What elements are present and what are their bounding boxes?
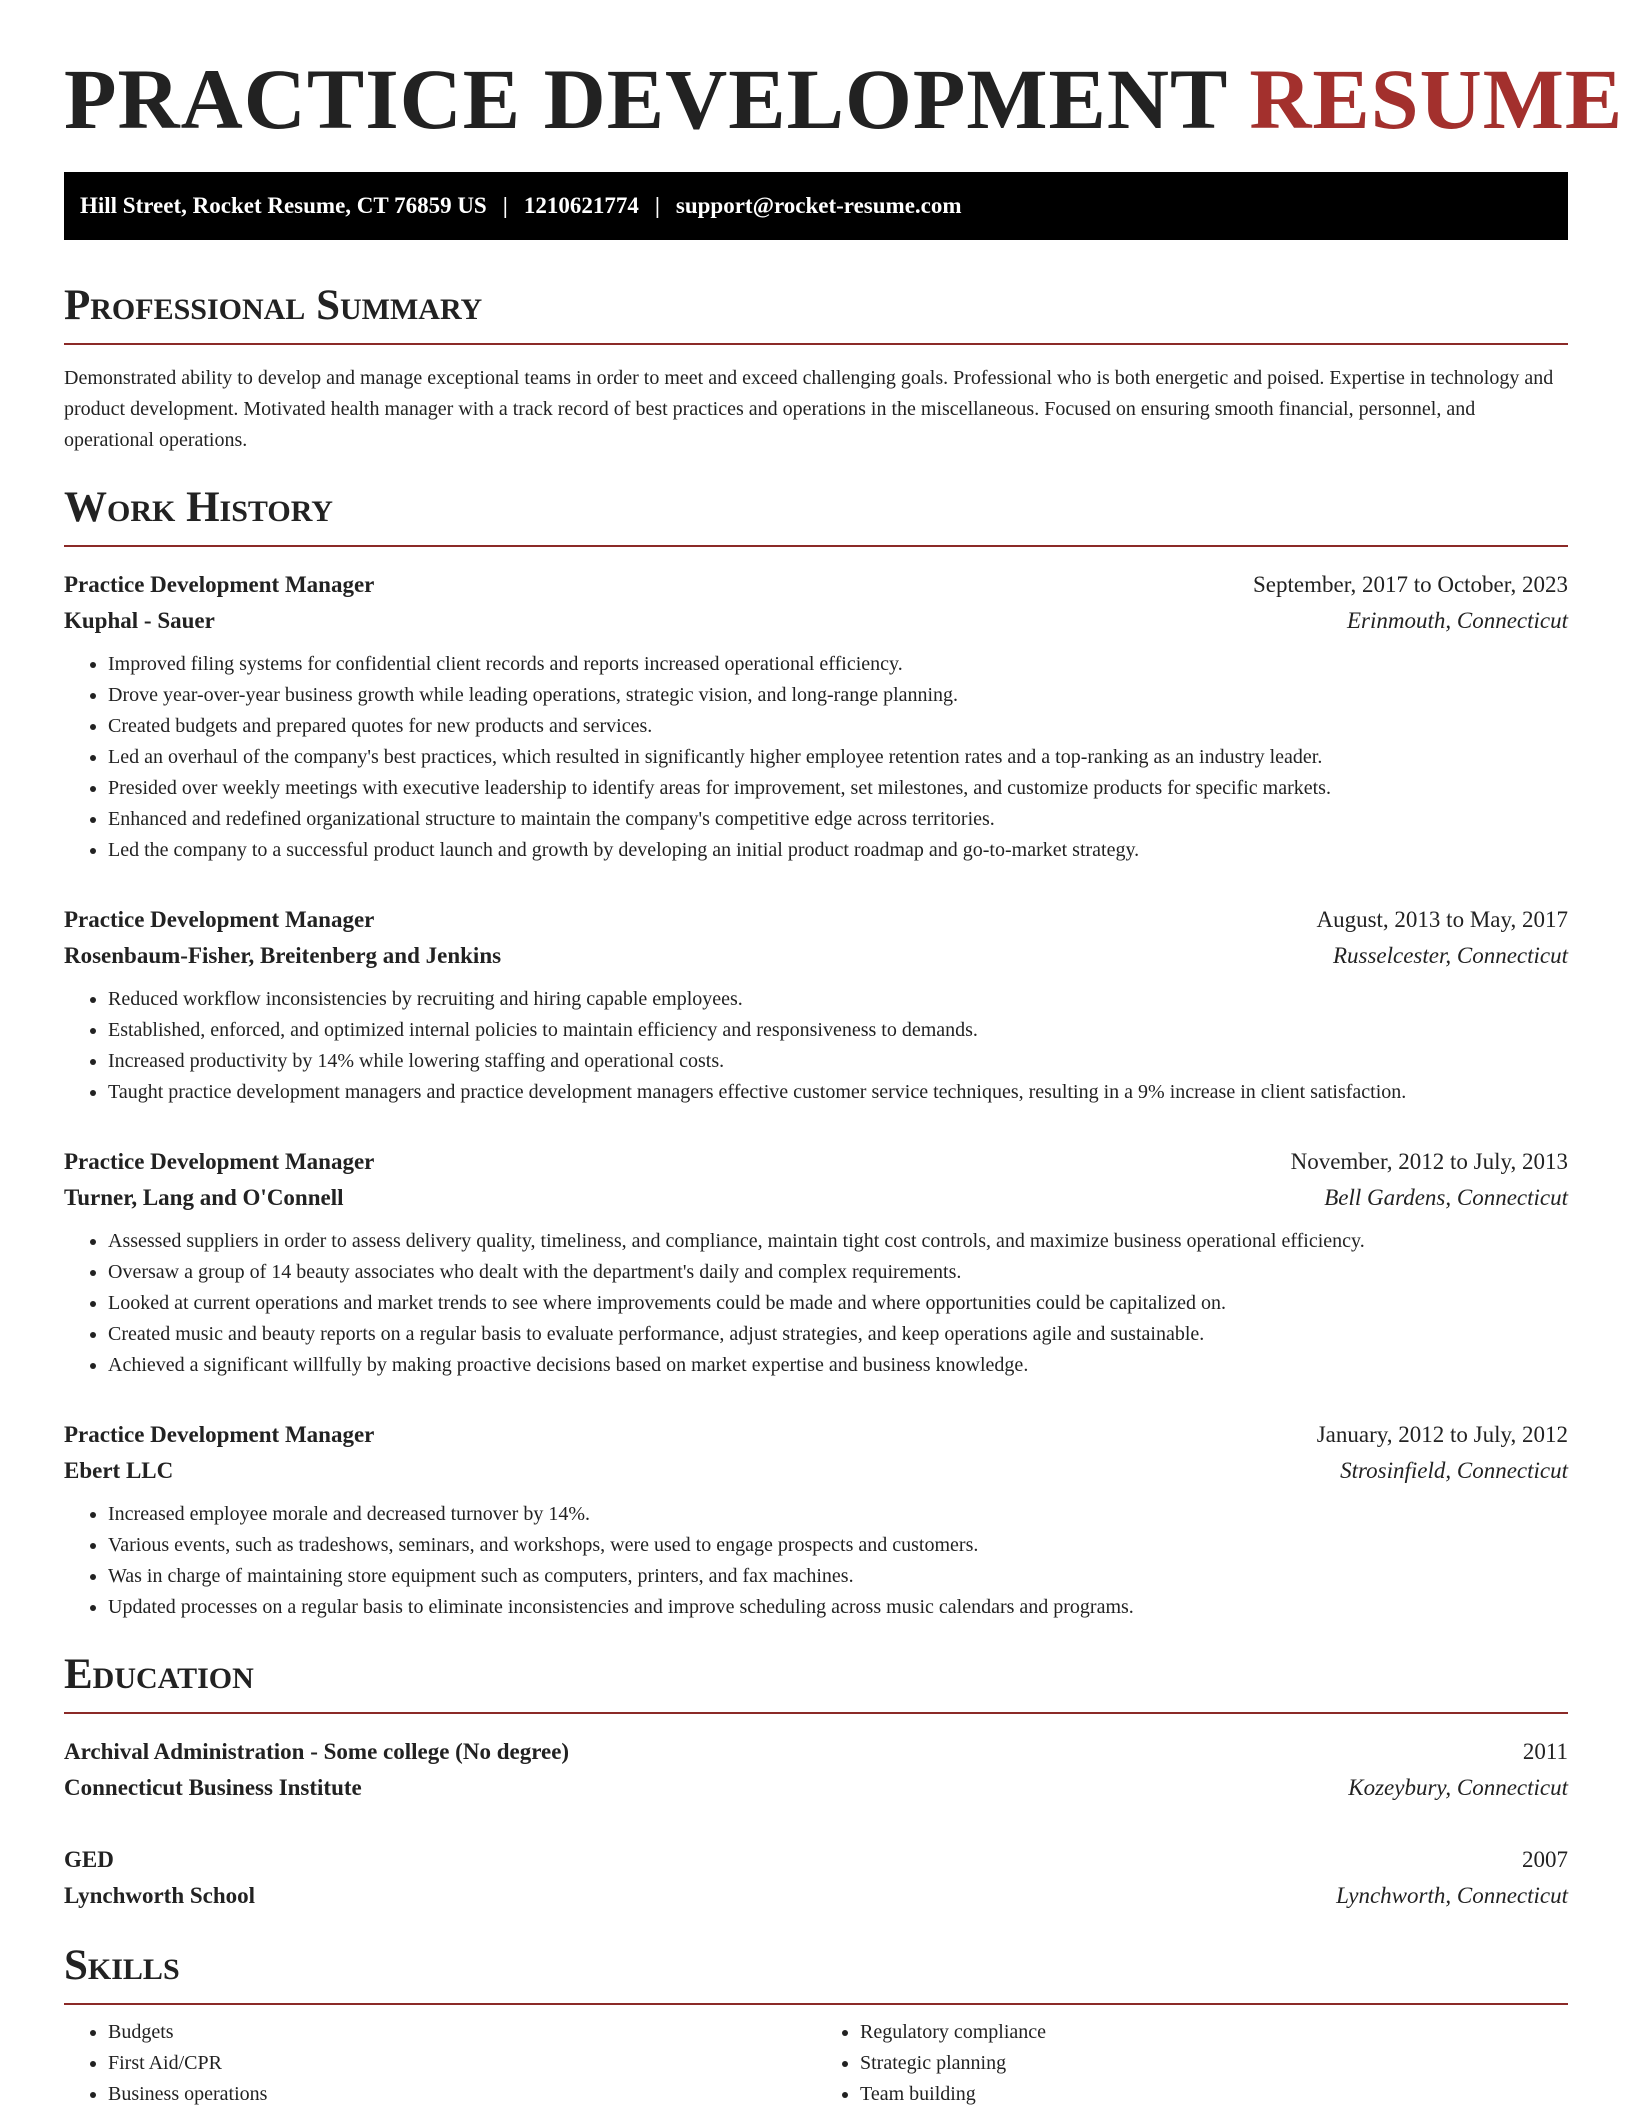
job-company: Turner, Lang and O'Connell bbox=[64, 1185, 344, 1210]
job-bullet: • Improved filing systems for confidential client records and reports increased operational efficiency. bbox=[108, 649, 1568, 680]
job-bullet: • Was in charge of maintaining store equipment such as computers, printers, and fax machines. bbox=[108, 1561, 1568, 1592]
job-entry bbox=[64, 902, 1568, 1108]
skill-item: • Team building bbox=[860, 2079, 1568, 2110]
skill-item: • Budgets bbox=[108, 2017, 816, 2048]
job-bullet: • Updated processes on a regular basis to eliminate inconsistencies and improve scheduling across music calendars and programs. bbox=[108, 1592, 1568, 1623]
job-header-row bbox=[64, 1417, 1568, 1453]
job-bullet: • Enhanced and redefined organizational structure to maintain the company's competitive edge across territories. bbox=[108, 804, 1568, 835]
job-title: Practice Development Manager bbox=[64, 907, 375, 932]
job-bullet: • Reduced workflow inconsistencies by recruiting and hiring capable employees. bbox=[108, 984, 1568, 1015]
skills-list bbox=[64, 2017, 1568, 2110]
education-degree: Archival Administration - Some college (No degree) bbox=[64, 1739, 570, 1764]
contact-separator: | bbox=[654, 193, 660, 218]
job-company: Kuphal - Sauer bbox=[64, 608, 215, 633]
job-company: Rosenbaum-Fisher, Breitenberg and Jenkins bbox=[64, 943, 502, 968]
job-title: Practice Development Manager bbox=[64, 1149, 375, 1174]
job-entry bbox=[64, 1144, 1568, 1381]
summary-heading: Professional Summary bbox=[64, 284, 1568, 345]
job-bullets bbox=[64, 1499, 1568, 1623]
job-bullet: • Increased productivity by 14% while lowering staffing and operational costs. bbox=[108, 1046, 1568, 1077]
job-bullet: • Created budgets and prepared quotes for new products and services. bbox=[108, 711, 1568, 742]
job-company-row bbox=[64, 1180, 1568, 1216]
job-entry bbox=[64, 1417, 1568, 1623]
job-bullet: • Led the company to a successful product launch and growth by developing an initial product roadmap and go-to-market strategy. bbox=[108, 835, 1568, 866]
contact-address: Hill Street, Rocket Resume, CT 76859 US bbox=[80, 193, 487, 218]
job-title: Practice Development Manager bbox=[64, 572, 375, 597]
skill-item: • Regulatory compliance bbox=[860, 2017, 1568, 2048]
education-year: 2011 bbox=[1522, 1739, 1568, 1764]
job-header-row bbox=[64, 902, 1568, 938]
education-location: Lynchworth, Connecticut bbox=[1336, 1883, 1568, 1908]
job-company-row bbox=[64, 1453, 1568, 1489]
title-accent: RESUME bbox=[1249, 51, 1624, 147]
job-entry bbox=[64, 567, 1568, 866]
job-company: Ebert LLC bbox=[64, 1458, 174, 1483]
education-degree: GED bbox=[64, 1847, 114, 1872]
job-dates: September, 2017 to October, 2023 bbox=[1253, 572, 1568, 597]
job-dates: November, 2012 to July, 2013 bbox=[1290, 1149, 1568, 1174]
education-school-row bbox=[64, 1878, 1568, 1914]
work-history-heading: Work History bbox=[64, 486, 1568, 547]
job-company-row bbox=[64, 603, 1568, 639]
contact-bar bbox=[64, 172, 1568, 240]
skills-column-right bbox=[816, 2017, 1568, 2110]
resume-title bbox=[64, 0, 1624, 147]
job-bullet: • Established, enforced, and optimized internal policies to maintain efficiency and responsiveness to demands. bbox=[108, 1015, 1568, 1046]
education-heading: Education bbox=[64, 1653, 1568, 1714]
education-entry bbox=[64, 1842, 1568, 1914]
education-list bbox=[64, 1734, 1568, 1914]
education-entry bbox=[64, 1734, 1568, 1806]
job-bullet: • Assessed suppliers in order to assess delivery quality, timeliness, and compliance, maintain tight cost controls, and maximize business operational efficiency. bbox=[108, 1226, 1568, 1257]
education-degree-row bbox=[64, 1734, 1568, 1770]
job-company-row bbox=[64, 938, 1568, 974]
skill-item: • First Aid/CPR bbox=[108, 2048, 816, 2079]
job-bullet: • Created music and beauty reports on a regular basis to evaluate performance, adjust strategies, and keep operations agile and sustainable. bbox=[108, 1319, 1568, 1350]
job-location: Erinmouth, Connecticut bbox=[1346, 608, 1568, 633]
job-bullet: • Led an overhaul of the company's best practices, which resulted in significantly higher employee retention rates and a top-ranking as an industry leader. bbox=[108, 742, 1568, 773]
job-location: Russelcester, Connecticut bbox=[1332, 943, 1568, 968]
job-bullet: • Achieved a significant willfully by making proactive decisions based on market expertise and business knowledge. bbox=[108, 1350, 1568, 1381]
job-dates: January, 2012 to July, 2012 bbox=[1316, 1422, 1568, 1447]
summary-text: Demonstrated ability to develop and manage exceptional teams in order to meet and exceed challenging goals. Professional who is both energetic and poised. Expertise in technology and product development. Motivated health manager with a track record of best practices and operations in the miscellaneous. Focused on ensuring smooth financial, personnel, and operational operations. bbox=[64, 367, 1554, 451]
job-header-row bbox=[64, 567, 1568, 603]
job-bullet: • Taught practice development managers and practice development managers effective customer service techniques, resulting in a 9% increase in client satisfaction. bbox=[108, 1077, 1568, 1108]
job-location: Bell Gardens, Connecticut bbox=[1324, 1185, 1568, 1210]
contact-phone: 1210621774 bbox=[523, 193, 639, 218]
education-location: Kozeybury, Connecticut bbox=[1348, 1775, 1568, 1800]
job-bullets bbox=[64, 984, 1568, 1108]
job-header-row bbox=[64, 1144, 1568, 1180]
education-school-row bbox=[64, 1770, 1568, 1806]
skills-column-left bbox=[64, 2017, 816, 2110]
skill-item: • Strategic planning bbox=[860, 2048, 1568, 2079]
job-bullet: • Various events, such as tradeshows, seminars, and workshops, were used to engage prospects and customers. bbox=[108, 1530, 1568, 1561]
contact-separator: | bbox=[502, 193, 508, 218]
skill-item: • Business operations bbox=[108, 2079, 816, 2110]
job-location: Strosinfield, Connecticut bbox=[1340, 1458, 1568, 1483]
job-bullet: • Looked at current operations and market trends to see where improvements could be made and where opportunities could be capitalized on. bbox=[108, 1288, 1568, 1319]
education-school: Lynchworth School bbox=[64, 1883, 256, 1908]
work-history-list bbox=[64, 567, 1568, 1623]
education-year: 2007 bbox=[1522, 1847, 1568, 1872]
job-bullets bbox=[64, 649, 1568, 866]
contact-email: support@rocket-resume.com bbox=[675, 193, 962, 218]
skills-heading: Skills bbox=[64, 1944, 1568, 2005]
education-degree-row bbox=[64, 1842, 1568, 1878]
education-school: Connecticut Business Institute bbox=[64, 1775, 362, 1800]
job-bullet: • Increased employee morale and decreased turnover by 14%. bbox=[108, 1499, 1568, 1530]
job-bullets bbox=[64, 1226, 1568, 1381]
title-main: PRACTICE DEVELOPMENT bbox=[64, 51, 1227, 147]
job-bullet: • Oversaw a group of 14 beauty associates who dealt with the department's daily and complex requirements. bbox=[108, 1257, 1568, 1288]
job-dates: August, 2013 to May, 2017 bbox=[1316, 907, 1568, 932]
job-bullet: • Presided over weekly meetings with executive leadership to identify areas for improvement, set milestones, and customize products for specific markets. bbox=[108, 773, 1568, 804]
job-title: Practice Development Manager bbox=[64, 1422, 375, 1447]
job-bullet: • Drove year-over-year business growth while leading operations, strategic vision, and long-range planning. bbox=[108, 680, 1568, 711]
